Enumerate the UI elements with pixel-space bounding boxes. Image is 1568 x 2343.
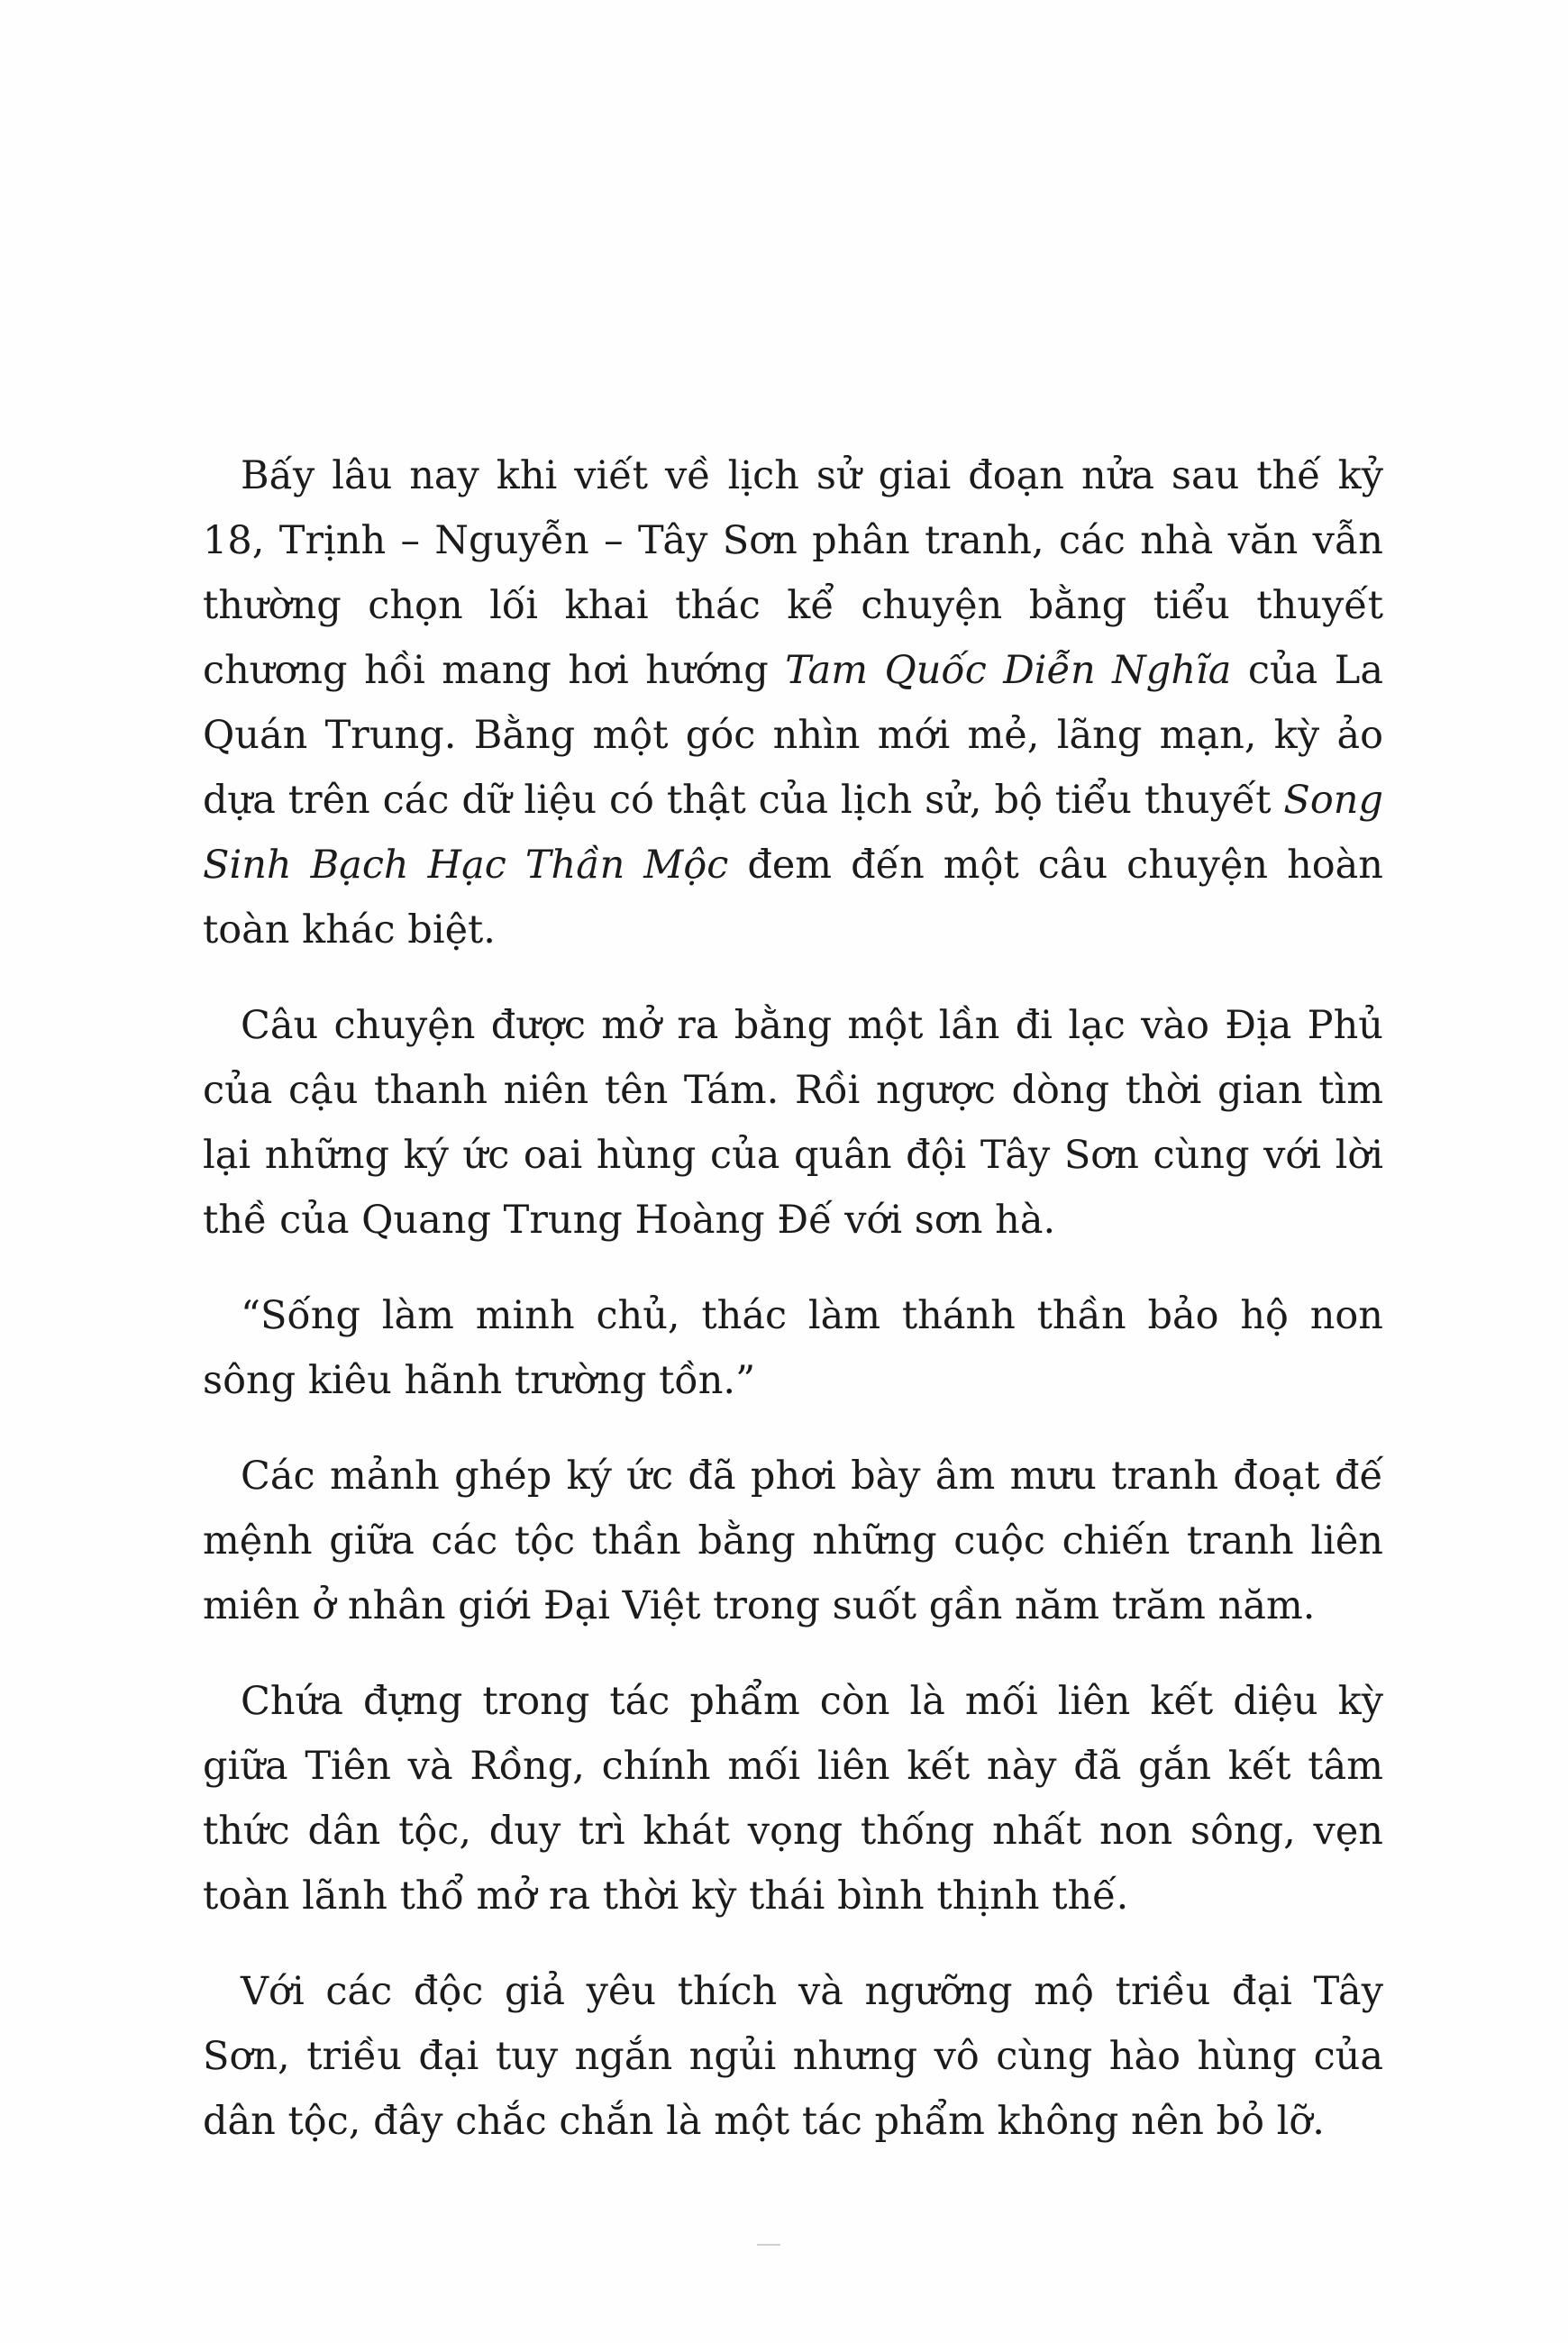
book-title-tam-quoc: Tam Quốc Diễn Nghĩa bbox=[785, 648, 1232, 693]
text-segment: Chứa đựng trong tác phẩm còn là mối liên kết diệu kỳ giữa Tiên và Rồng, chính mối liên kết này đã gắn kết tâm thức dân tộc, duy trì khát vọng thống nhất non sông, vẹn toàn lãnh thổ mở ra thời kỳ thái bình thịnh thế. bbox=[203, 1679, 1383, 1919]
text-segment: đem đến một câu chuyện hoàn toàn khác biệt. bbox=[203, 843, 1383, 953]
paragraph-fairy-dragon bbox=[203, 1669, 1383, 1928]
paragraph-closing bbox=[203, 1959, 1383, 2154]
quote-text: “Sống làm minh chủ, thác làm thánh thần bảo hộ non sông kiêu hãnh trường tồn.” bbox=[203, 1293, 1383, 1403]
paragraph-quote bbox=[203, 1283, 1383, 1413]
text-segment: Bấy lâu nay khi viết về lịch sử giai đoạn nửa sau thế kỷ 18, Trịnh – Nguyễn – Tây Sơn phân tranh, các nhà văn vẫn thường chọn lối khai thác kể chuyện bằng tiểu thuyết chương hồi mang hơi hướng bbox=[203, 453, 1383, 693]
body-text bbox=[203, 443, 1383, 2184]
text-segment: Các mảnh ghép ký ức đã phơi bày âm mưu tranh đoạt đế mệnh giữa các tộc thần bằng những cuộc chiến tranh liên miên ở nhân giới Đại Việt trong suốt gần năm trăm năm. bbox=[203, 1454, 1383, 1628]
book-title-song-sinh: Song Sinh Bạch Hạc Thần Mộc bbox=[203, 778, 1383, 888]
paragraph-memories bbox=[203, 1444, 1383, 1638]
text-segment: Câu chuyện được mở ra bằng một lần đi lạc vào Địa Phủ của cậu thanh niên tên Tám. Rồi ngược dòng thời gian tìm lại những ký ức oai hùng của quân đội Tây Sơn cùng với lời thề của Quang Trung Hoàng Đế với sơn hà. bbox=[203, 1003, 1383, 1243]
text-segment: của La Quán Trung. Bằng một góc nhìn mới mẻ, lãng mạn, kỳ ảo dựa trên các dữ liệu có thật của lịch sử, bộ tiểu thuyết bbox=[203, 648, 1383, 823]
paragraph-story-opening bbox=[203, 993, 1383, 1253]
scan-speck bbox=[757, 2244, 780, 2246]
paragraph-intro bbox=[203, 443, 1383, 962]
text-segment: Với các độc giả yêu thích và ngưỡng mộ triều đại Tây Sơn, triều đại tuy ngắn ngủi nhưng vô cùng hào hùng của dân tộc, đây chắc chắn là một tác phẩm không nên bỏ lỡ. bbox=[203, 1969, 1383, 2144]
